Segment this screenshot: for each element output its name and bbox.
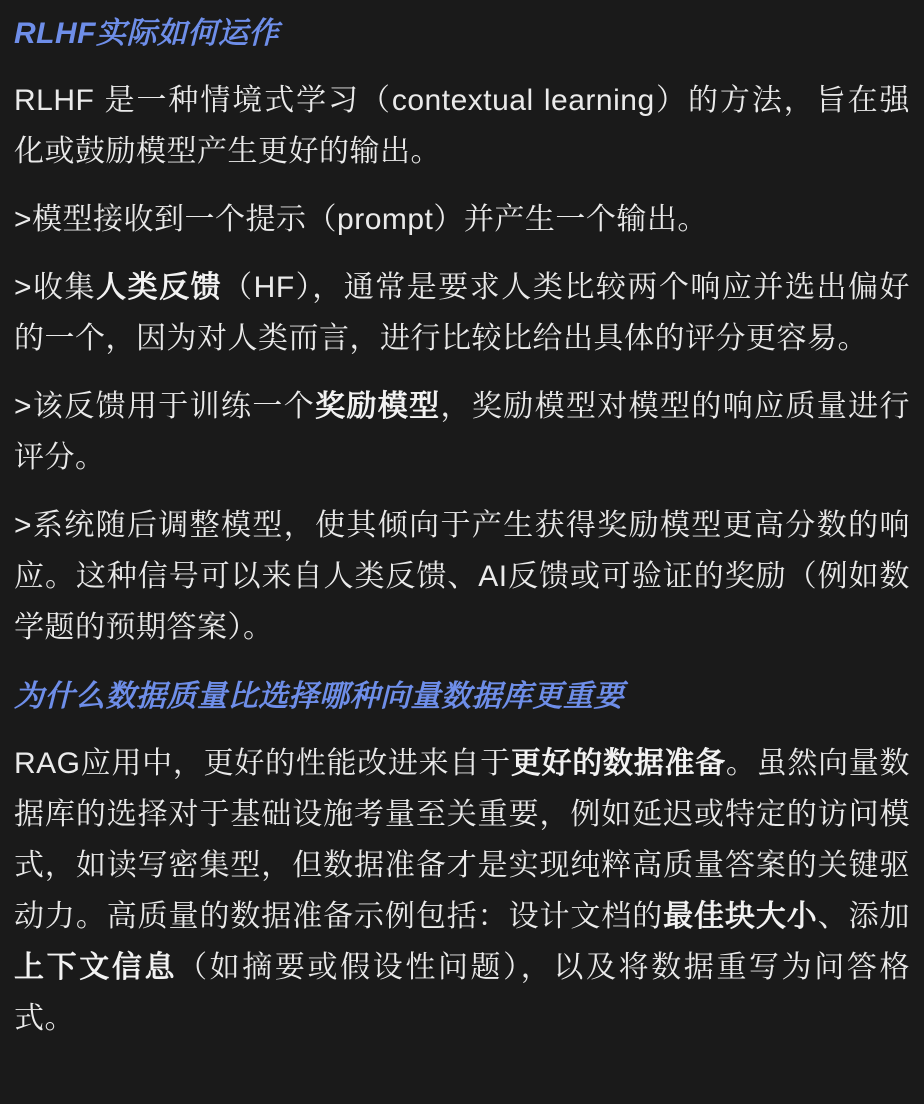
- bold-text: 最佳块大小: [663, 900, 818, 933]
- section-heading-rlhf-how-it-works: RLHF实际如何运作: [14, 17, 279, 50]
- text-run: >该反馈用于训练一个: [14, 390, 316, 423]
- text-run: （如摘要或假设性问题），以及将数据重写为问答格式。: [14, 951, 911, 1035]
- text-run: RAG应用中，更好的性能改进来自于: [14, 747, 511, 780]
- bold-text: 上下文信息: [14, 951, 178, 984]
- text-run: >系统随后调整模型，使其倾向于产生获得奖励模型更高分数的响应。这种信号可以来自人类反馈、AI反馈或可验证的奖励（例如数学题的预期答案）。: [14, 509, 910, 644]
- text-run: RLHF 是一种情境式学习（contextual learning）的方法，旨在强化或鼓励模型产生更好的输出。: [14, 84, 910, 168]
- text-run: 、添加: [817, 900, 911, 933]
- paragraph-step-adjust-model: [14, 500, 910, 653]
- text-run: >模型接收到一个提示（prompt）并产生一个输出。: [14, 203, 708, 236]
- paragraph-rlhf-intro: [14, 75, 910, 177]
- text-run: >收集: [14, 271, 97, 304]
- paragraph-rag-data-prep: [14, 738, 910, 1044]
- paragraph-step-human-feedback: [14, 262, 910, 364]
- paragraph-step-prompt: [14, 194, 910, 245]
- text-run: ，奖励模型对模型的响应质量进行评分。: [14, 390, 911, 474]
- bold-text: 更好的数据准备: [510, 747, 726, 780]
- text-run: 。虽然向量数据库的选择对于基础设施考量至关重要，例如延迟或特定的访问模式，如读写密集型，但数据准备才是实现纯粹高质量答案的关键驱动力。高质量的数据准备示例包括：设计文档的: [14, 747, 911, 933]
- text-run: （HF），通常是要求人类比较两个响应并选出偏好的一个，因为对人类而言，进行比较比给出具体的评分更容易。: [14, 271, 910, 355]
- bold-text: 人类反馈: [96, 271, 223, 304]
- paragraph-step-reward-model: [14, 381, 910, 483]
- bold-text: 奖励模型: [315, 390, 441, 423]
- section-heading-data-quality: 为什么数据质量比选择哪种向量数据库更重要: [14, 680, 624, 713]
